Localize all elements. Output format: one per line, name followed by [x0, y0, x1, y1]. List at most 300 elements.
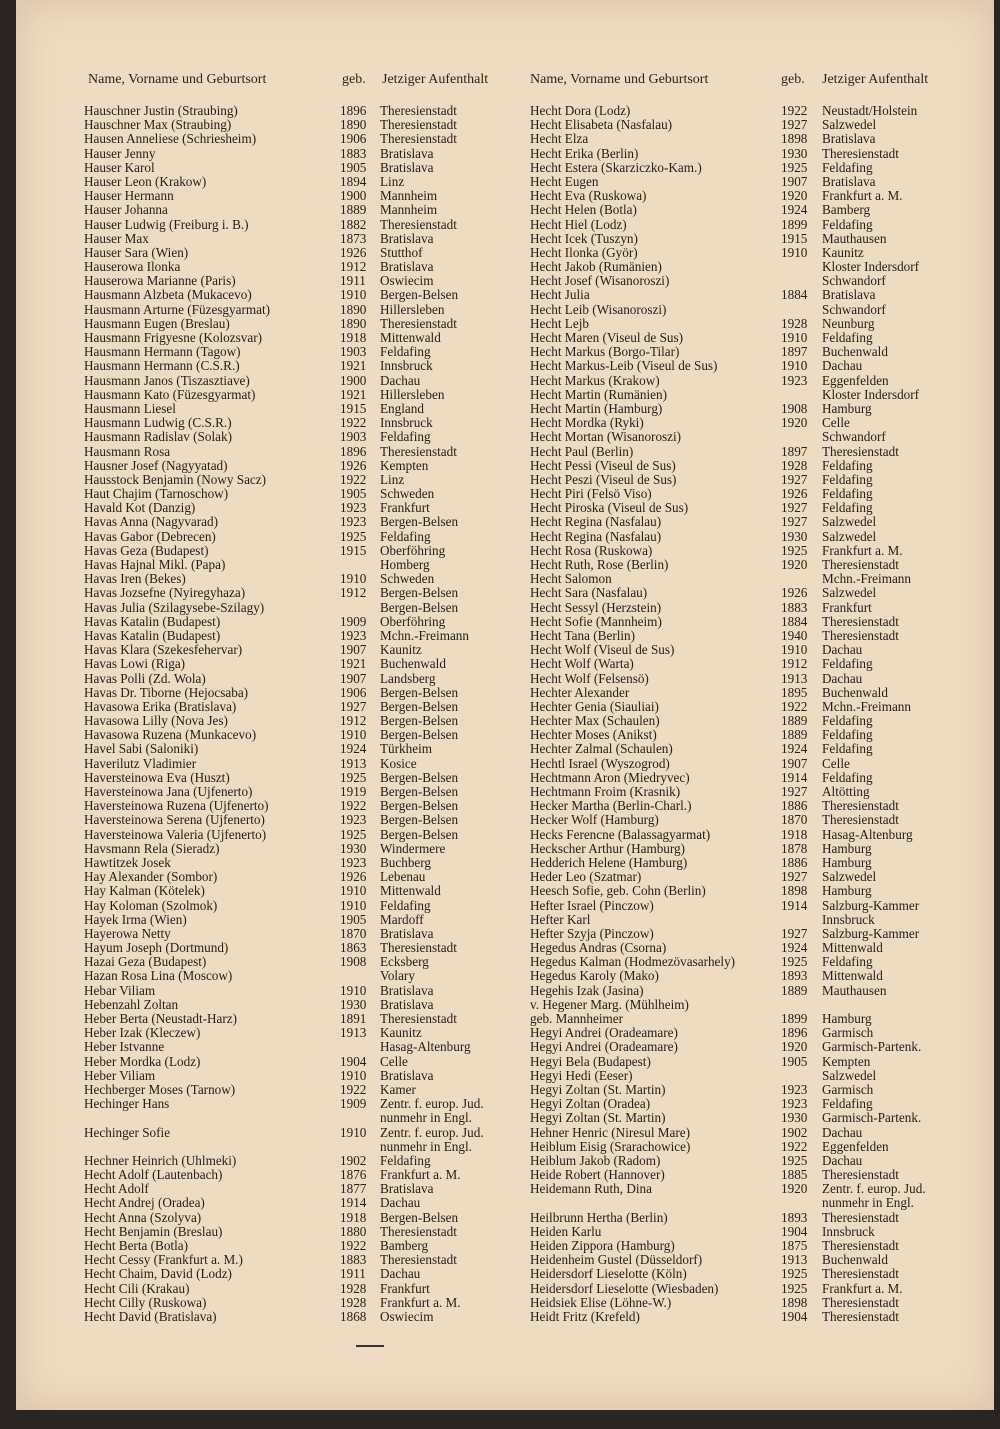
list-item	[84, 288, 524, 302]
list-item	[84, 1069, 524, 1083]
entry-place: Bergen-Belsen	[380, 514, 459, 530]
list-item	[530, 459, 980, 473]
list-item	[84, 473, 524, 487]
entry-name: geb. Mannheimer	[530, 1011, 624, 1026]
entry-year: 1922	[781, 1138, 808, 1154]
entry-year: 1910	[340, 287, 367, 303]
entry-year: 1876	[340, 1167, 367, 1183]
entry-place: nunmehr in Engl.	[380, 1110, 472, 1126]
entry-name: Heber Mordka (Lodz)	[84, 1053, 201, 1069]
entry-place: Theresienstadt	[380, 1223, 457, 1239]
entry-place: Frankfurt a. M.	[822, 1280, 903, 1296]
list-item	[84, 274, 524, 288]
entry-place: nunmehr in Engl.	[822, 1195, 914, 1211]
list-item	[530, 1196, 980, 1210]
entry-year: 1886	[781, 798, 808, 814]
entry-name: Havas Katalin (Budapest)	[84, 627, 221, 643]
list-item	[84, 132, 524, 146]
entry-name: Hegyi Zoltan (Oradea)	[530, 1096, 651, 1112]
list-item	[530, 388, 980, 402]
entry-place: Bergen-Belsen	[380, 698, 459, 714]
entry-place: Kempten	[822, 1053, 871, 1069]
entry-place: Bratislava	[380, 982, 434, 998]
entry-place: Dachau	[822, 1152, 863, 1168]
entry-name: Hecht Piri (Felsö Viso)	[530, 486, 652, 502]
entry-name: Hecht Cessy (Frankfurt a. M.)	[84, 1252, 243, 1268]
list-item	[530, 1111, 980, 1125]
list-item	[84, 331, 524, 345]
entry-place: Türkheim	[380, 741, 433, 757]
entry-year: 1928	[340, 1280, 367, 1296]
list-item	[530, 771, 980, 785]
entry-year: 1926	[781, 585, 808, 601]
entry-name: Hecht Markus (Borgo-Tilar)	[530, 344, 680, 360]
entry-name: Hausmann Eugen (Breslau)	[84, 315, 230, 331]
entry-name: Hehner Henric (Niresul Mare)	[530, 1124, 691, 1140]
right-header-year: geb.	[781, 72, 805, 87]
entry-place: Kempten	[380, 457, 429, 473]
entry-place: Ecksberg	[380, 954, 429, 970]
entry-name: Hecks Ferencne (Balassagyarmat)	[530, 826, 711, 842]
entry-name: Havas Katalin (Budapest)	[84, 613, 221, 629]
entry-year: 1905	[340, 911, 367, 927]
entry-place: Schwandorf	[822, 301, 886, 317]
list-item	[84, 700, 524, 714]
entry-year: 1905	[340, 159, 367, 175]
entry-place: Feldafing	[822, 471, 873, 487]
entry-year: 1912	[781, 656, 808, 672]
right-header-place: Jetziger Aufenthalt	[822, 72, 929, 87]
entry-year: 1878	[781, 840, 808, 856]
entry-place: Mittenwald	[380, 883, 441, 899]
entry-place: nunmehr in Engl.	[380, 1138, 472, 1154]
list-item	[84, 459, 524, 473]
entry-name: Hecht Ruth, Rose (Berlin)	[530, 557, 669, 572]
entry-place: Eggenfelden	[822, 1138, 889, 1154]
entry-year: 1922	[781, 698, 808, 714]
entry-year: 1903	[340, 429, 367, 445]
entry-name: Hegyi Andrei (Oradeamare)	[530, 1025, 678, 1041]
entry-place: Bergen-Belsen	[380, 713, 459, 729]
document-page	[16, 0, 994, 1410]
list-item	[530, 303, 980, 317]
entry-place: Mchn.-Freimann	[380, 627, 469, 643]
entry-year: 1913	[781, 670, 808, 686]
entry-place: Bergen-Belsen	[380, 287, 459, 303]
list-item	[84, 842, 524, 856]
list-item	[530, 1182, 980, 1196]
entry-name: Hauser Hermann	[84, 188, 174, 204]
entry-name: Hecht Josef (Wisanoroszi)	[530, 273, 670, 289]
list-item	[84, 1296, 524, 1310]
entry-name: Hecht Wolf (Warta)	[530, 656, 634, 672]
entry-place: Feldafing	[380, 528, 431, 544]
entry-place: Feldafing	[822, 486, 873, 502]
list-item	[530, 955, 980, 969]
entry-place: Hamburg	[822, 883, 872, 899]
entry-year: 1918	[340, 330, 367, 345]
entry-name: Hecht Chaim, David (Lodz)	[84, 1266, 232, 1282]
list-item	[84, 1040, 524, 1054]
list-item	[530, 1168, 980, 1182]
entry-place: Dachau	[822, 358, 863, 374]
list-item	[530, 544, 980, 558]
list-item	[84, 1055, 524, 1069]
entry-year: 1882	[340, 216, 367, 232]
entry-place: Linz	[380, 471, 405, 487]
list-item	[84, 1154, 524, 1168]
entry-year: 1927	[781, 514, 808, 530]
entry-place: Eggenfelden	[822, 372, 889, 388]
entry-place: England	[380, 400, 424, 416]
entry-place: Celle	[822, 415, 850, 431]
entry-place: Mardoff	[380, 911, 424, 927]
entry-year: 1920	[781, 188, 808, 204]
entry-year: 1927	[781, 500, 808, 516]
entry-year: 1923	[781, 372, 808, 388]
entry-name: Hecht Estera (Skarziczko-Kam.)	[530, 159, 702, 175]
entry-place: Innsbruck	[380, 415, 433, 431]
list-item	[84, 515, 524, 529]
entry-year: 1912	[340, 259, 367, 275]
entry-name: Havas Klara (Szekesfehervar)	[84, 642, 243, 658]
entry-year: 1907	[340, 670, 367, 686]
entry-name: Hay Kalman (Kötelek)	[84, 883, 205, 899]
list-item	[530, 1069, 980, 1083]
entry-year: 1928	[340, 1294, 367, 1310]
list-item	[530, 175, 980, 189]
entry-name: Hauser Sara (Wien)	[84, 244, 189, 260]
entry-place: Theresienstadt	[380, 216, 457, 232]
entry-year: 1926	[781, 486, 808, 502]
entry-place: Theresienstadt	[380, 1011, 457, 1026]
entry-place: Windermere	[380, 840, 446, 856]
entry-name: Hefter Israel (Pinczow)	[530, 897, 654, 913]
entry-place: Theresienstadt	[822, 1209, 899, 1225]
entry-place: Zentr. f. europ. Jud.	[822, 1181, 926, 1197]
entry-name: Hecht Elza	[530, 131, 589, 147]
entry-name: Hecht Cili (Krakau)	[84, 1280, 190, 1296]
entry-year: 1922	[340, 1081, 367, 1097]
entry-name: Heber Viliam	[84, 1067, 156, 1083]
list-item	[84, 785, 524, 799]
entry-place: Feldafing	[822, 741, 873, 757]
entry-name: Hecht Leib (Wisanoroszi)	[530, 301, 667, 317]
entry-name: Hauser Max	[84, 230, 149, 246]
list-item	[84, 1126, 524, 1140]
entry-name: Hecht Cilly (Ruskowa)	[84, 1294, 207, 1310]
entry-name: Hecht Jakob (Rumänien)	[530, 259, 662, 275]
list-item	[84, 672, 524, 686]
entry-place: Bratislava	[822, 131, 876, 147]
entry-name: Heidersdorf Lieselotte (Köln)	[530, 1266, 687, 1282]
entry-name: Hecht Elisabeta (Nasfalau)	[530, 117, 673, 133]
entry-name: Hausmann Ludwig (C.S.R.)	[84, 415, 232, 431]
entry-name: Heiblum Eisig (Srarachowice)	[530, 1138, 691, 1154]
list-item	[530, 941, 980, 955]
entry-year: 1884	[781, 287, 808, 303]
entry-place: Oberföhring	[380, 613, 446, 629]
entry-name: Hauser Karol	[84, 159, 155, 175]
entry-name: Haversteinowa Eva (Huszt)	[84, 769, 230, 785]
list-item	[530, 1097, 980, 1111]
entry-place: Theresienstadt	[822, 1167, 899, 1183]
list-item	[530, 1282, 980, 1296]
entry-place: Hasag-Altenburg	[822, 826, 913, 842]
entry-name: Hecht Sara (Nasfalau)	[530, 585, 648, 601]
entry-year: 1925	[340, 769, 367, 785]
entry-year: 1912	[340, 585, 367, 601]
list-item	[84, 260, 524, 274]
entry-year: 1921	[340, 386, 367, 402]
entry-name: Hecht Mordka (Ryki)	[530, 415, 644, 431]
entry-place: Kaunitz	[380, 642, 422, 658]
entry-name: Hecht Helen (Botla)	[530, 202, 637, 218]
entry-place: Oberföhring	[380, 542, 446, 558]
entry-place: Schweden	[380, 486, 435, 502]
entry-place: Kaunitz	[380, 1025, 422, 1041]
entry-place: Theresienstadt	[380, 131, 457, 147]
list-item	[530, 657, 980, 671]
entry-year: 1922	[340, 798, 367, 814]
entry-year: 1923	[340, 514, 367, 530]
entry-place: Zentr. f. europ. Jud.	[380, 1124, 484, 1140]
list-item	[530, 501, 980, 515]
entry-name: Hausmann Hermann (C.S.R.)	[84, 358, 240, 374]
list-item	[530, 842, 980, 856]
entry-name: Hefter Karl	[530, 911, 591, 927]
entry-year: 1925	[781, 1152, 808, 1168]
entry-name: Hecht Rosa (Ruskowa)	[530, 542, 653, 558]
entry-year: 1884	[781, 613, 808, 629]
list-item	[84, 1111, 524, 1125]
entry-year: 1909	[340, 613, 367, 629]
list-item	[84, 203, 524, 217]
list-item	[84, 615, 524, 629]
entry-name: Hauschner Max (Straubing)	[84, 117, 232, 133]
entry-place: Buchenwald	[380, 656, 446, 672]
entry-place: Mauthausen	[822, 982, 887, 998]
list-item	[84, 941, 524, 955]
list-item	[530, 757, 980, 771]
left-header-place: Jetziger Aufenthalt	[382, 72, 489, 87]
entry-name: Hecker Wolf (Hamburg)	[530, 812, 659, 828]
list-item	[530, 799, 980, 813]
entry-year: 1911	[340, 273, 366, 289]
list-item	[84, 1282, 524, 1296]
entry-place: Theresienstadt	[380, 315, 457, 331]
entry-name: Hechtmann Froim (Krasnik)	[530, 784, 681, 799]
entry-place: Theresienstadt	[380, 117, 457, 133]
entry-place: Neunburg	[822, 315, 875, 331]
entry-year: 1896	[340, 443, 367, 459]
list-item	[84, 998, 524, 1012]
list-item	[530, 984, 980, 998]
entry-name: Heber Izak (Kleczew)	[84, 1025, 201, 1041]
entry-name: Hecht Sessyl (Herzstein)	[530, 599, 662, 615]
entry-place: Feldafing	[822, 457, 873, 473]
entry-year: 1897	[781, 443, 808, 459]
entry-year: 1925	[781, 954, 808, 970]
list-item	[530, 913, 980, 927]
entry-place: Schwandorf	[822, 429, 886, 445]
right-header-name: Name, Vorname und Geburtsort	[530, 72, 709, 87]
entry-place: Dachau	[380, 372, 421, 388]
list-item	[84, 686, 524, 700]
entry-place: Feldafing	[380, 897, 431, 913]
entry-name: Heckscher Arthur (Hamburg)	[530, 840, 686, 856]
entry-year: 1889	[340, 202, 367, 218]
list-item	[84, 1083, 524, 1097]
entry-place: Feldafing	[822, 500, 873, 516]
entry-place: Homberg	[380, 557, 430, 572]
entry-name: Heilbrunn Hertha (Berlin)	[530, 1209, 668, 1225]
entry-place: Dachau	[380, 1195, 421, 1211]
entry-name: Hecht Berta (Botla)	[84, 1238, 188, 1253]
entry-name: Havas Polli (Zd. Wola)	[84, 670, 206, 686]
list-item	[84, 1225, 524, 1239]
entry-name: Hecht Piroska (Viseul de Sus)	[530, 500, 689, 516]
entry-name: Hecht Adolf (Lautenbach)	[84, 1167, 223, 1183]
entry-place: Feldafing	[822, 1096, 873, 1112]
entry-place: Bergen-Belsen	[380, 784, 459, 799]
entry-year: 1870	[340, 925, 367, 941]
list-item	[84, 771, 524, 785]
entry-name: Hecht Sofie (Mannheim)	[530, 613, 662, 629]
entry-place: Salzwedel	[822, 528, 877, 544]
entry-place: Feldafing	[822, 727, 873, 743]
entry-year: 1905	[781, 1053, 808, 1069]
list-item	[530, 274, 980, 288]
list-item	[530, 1267, 980, 1281]
entry-name: Hauschner Justin (Straubing)	[84, 103, 238, 118]
list-item	[530, 331, 980, 345]
entry-year: 1925	[781, 1280, 808, 1296]
entry-year: 1920	[781, 557, 808, 572]
entry-place: Mauthausen	[822, 230, 887, 246]
entry-place: Theresienstadt	[822, 557, 899, 572]
entry-year: 1883	[340, 1252, 367, 1268]
entry-place: Bratislava	[380, 145, 434, 161]
entry-year: 1925	[781, 1266, 808, 1282]
entry-place: Celle	[380, 1053, 408, 1069]
entry-name: Heiblum Jakob (Radom)	[530, 1152, 661, 1168]
entry-place: Stutthof	[380, 244, 423, 260]
entry-year: 1906	[340, 131, 367, 147]
entry-year: 1873	[340, 230, 367, 246]
entry-place: Bergen-Belsen	[380, 585, 459, 601]
list-item	[530, 473, 980, 487]
list-item	[84, 927, 524, 941]
list-item	[84, 232, 524, 246]
entry-name: Hegyi Zoltan (St. Martin)	[530, 1081, 666, 1097]
entry-name: Havasowa Erika (Bratislava)	[84, 698, 237, 714]
list-item	[530, 246, 980, 260]
entry-year: 1885	[781, 1167, 808, 1183]
entry-name: Havas Anna (Nagyvarad)	[84, 514, 219, 530]
entry-name: Hecht Mortan (Wisanoroszi)	[530, 429, 682, 445]
list-item	[530, 1026, 980, 1040]
entry-place: Innsbruck	[822, 1223, 875, 1239]
entry-place: Frankfurt	[380, 500, 430, 516]
entry-name: Hecht Tana (Berlin)	[530, 627, 636, 643]
entry-name: Hecht Ilonka (Györ)	[530, 244, 638, 260]
entry-name: Hay Koloman (Szolmok)	[84, 897, 218, 913]
entry-name: Hecht Icek (Tuszyn)	[530, 230, 638, 246]
entry-name: Hecht Regina (Nasfalau)	[530, 514, 662, 530]
list-item	[530, 686, 980, 700]
entry-name: Hegehis Izak (Jasina)	[530, 982, 644, 998]
entry-year: 1915	[340, 400, 367, 416]
list-item	[530, 856, 980, 870]
entry-year: 1926	[340, 244, 367, 260]
list-item	[84, 147, 524, 161]
entry-place: Bratislava	[380, 159, 434, 175]
entry-year: 1922	[781, 103, 808, 118]
entry-name: Hausmann Hermann (Tagow)	[84, 344, 241, 360]
list-item	[84, 161, 524, 175]
entry-year: 1883	[340, 145, 367, 161]
entry-year: 1909	[340, 1096, 367, 1112]
entry-place: Theresienstadt	[380, 1252, 457, 1268]
entry-name: Hayum Joseph (Dortmund)	[84, 940, 229, 956]
entry-year: 1870	[781, 812, 808, 828]
entry-place: Innsbruck	[380, 358, 433, 374]
entry-name: Hegyi Zoltan (St. Martin)	[530, 1110, 666, 1126]
entry-name: Hausner Josef (Nagyyatad)	[84, 457, 228, 473]
entry-name: Heidt Fritz (Krefeld)	[530, 1308, 640, 1324]
list-item	[84, 728, 524, 742]
entry-year: 1914	[340, 1195, 367, 1211]
entry-year: 1924	[781, 741, 808, 757]
entry-name: Havasowa Lilly (Nova Jes)	[84, 713, 228, 729]
entry-place: Bergen-Belsen	[380, 684, 459, 700]
entry-name: Hecht Martin (Hamburg)	[530, 400, 663, 416]
entry-place: Frankfurt a. M.	[380, 1294, 461, 1310]
list-item	[84, 218, 524, 232]
list-item	[84, 1140, 524, 1154]
entry-name: Havas Jozsefne (Nyiregyhaza)	[84, 585, 246, 601]
entry-year: 1920	[781, 1181, 808, 1197]
entry-name: Hecht Benjamin (Breslau)	[84, 1223, 223, 1239]
entry-year: 1898	[781, 883, 808, 899]
entry-year: 1910	[781, 642, 808, 658]
entry-place: Mannheim	[380, 202, 438, 218]
entry-year: 1890	[340, 117, 367, 133]
list-item	[530, 1140, 980, 1154]
list-item	[530, 629, 980, 643]
entry-name: Hecht Hiel (Lodz)	[530, 216, 627, 232]
list-item	[84, 601, 524, 615]
list-item	[530, 785, 980, 799]
entry-name: Heidersdorf Lieselotte (Wiesbaden)	[530, 1280, 719, 1296]
entry-year: 1899	[781, 1011, 808, 1026]
list-item	[530, 132, 980, 146]
list-item	[84, 246, 524, 260]
entry-name: Hawtitzek Josek	[84, 854, 171, 870]
entry-year: 1922	[340, 471, 367, 487]
entry-name: Haverilutz Vladimier	[84, 755, 197, 771]
entry-name: Heidenheim Gustel (Düsseldorf)	[530, 1252, 703, 1268]
entry-name: Haversteinowa Jana (Ujfenerto)	[84, 784, 253, 799]
entry-place: Mittenwald	[380, 330, 441, 345]
list-item	[530, 828, 980, 842]
entry-place: Hamburg	[822, 400, 872, 416]
entry-name: Hausmann Frigyesne (Kolozsvar)	[84, 330, 262, 345]
entry-name: Hauserowa Ilonka	[84, 259, 181, 275]
entry-place: Garmisch	[822, 1081, 874, 1097]
entry-year: 1930	[781, 1110, 808, 1126]
